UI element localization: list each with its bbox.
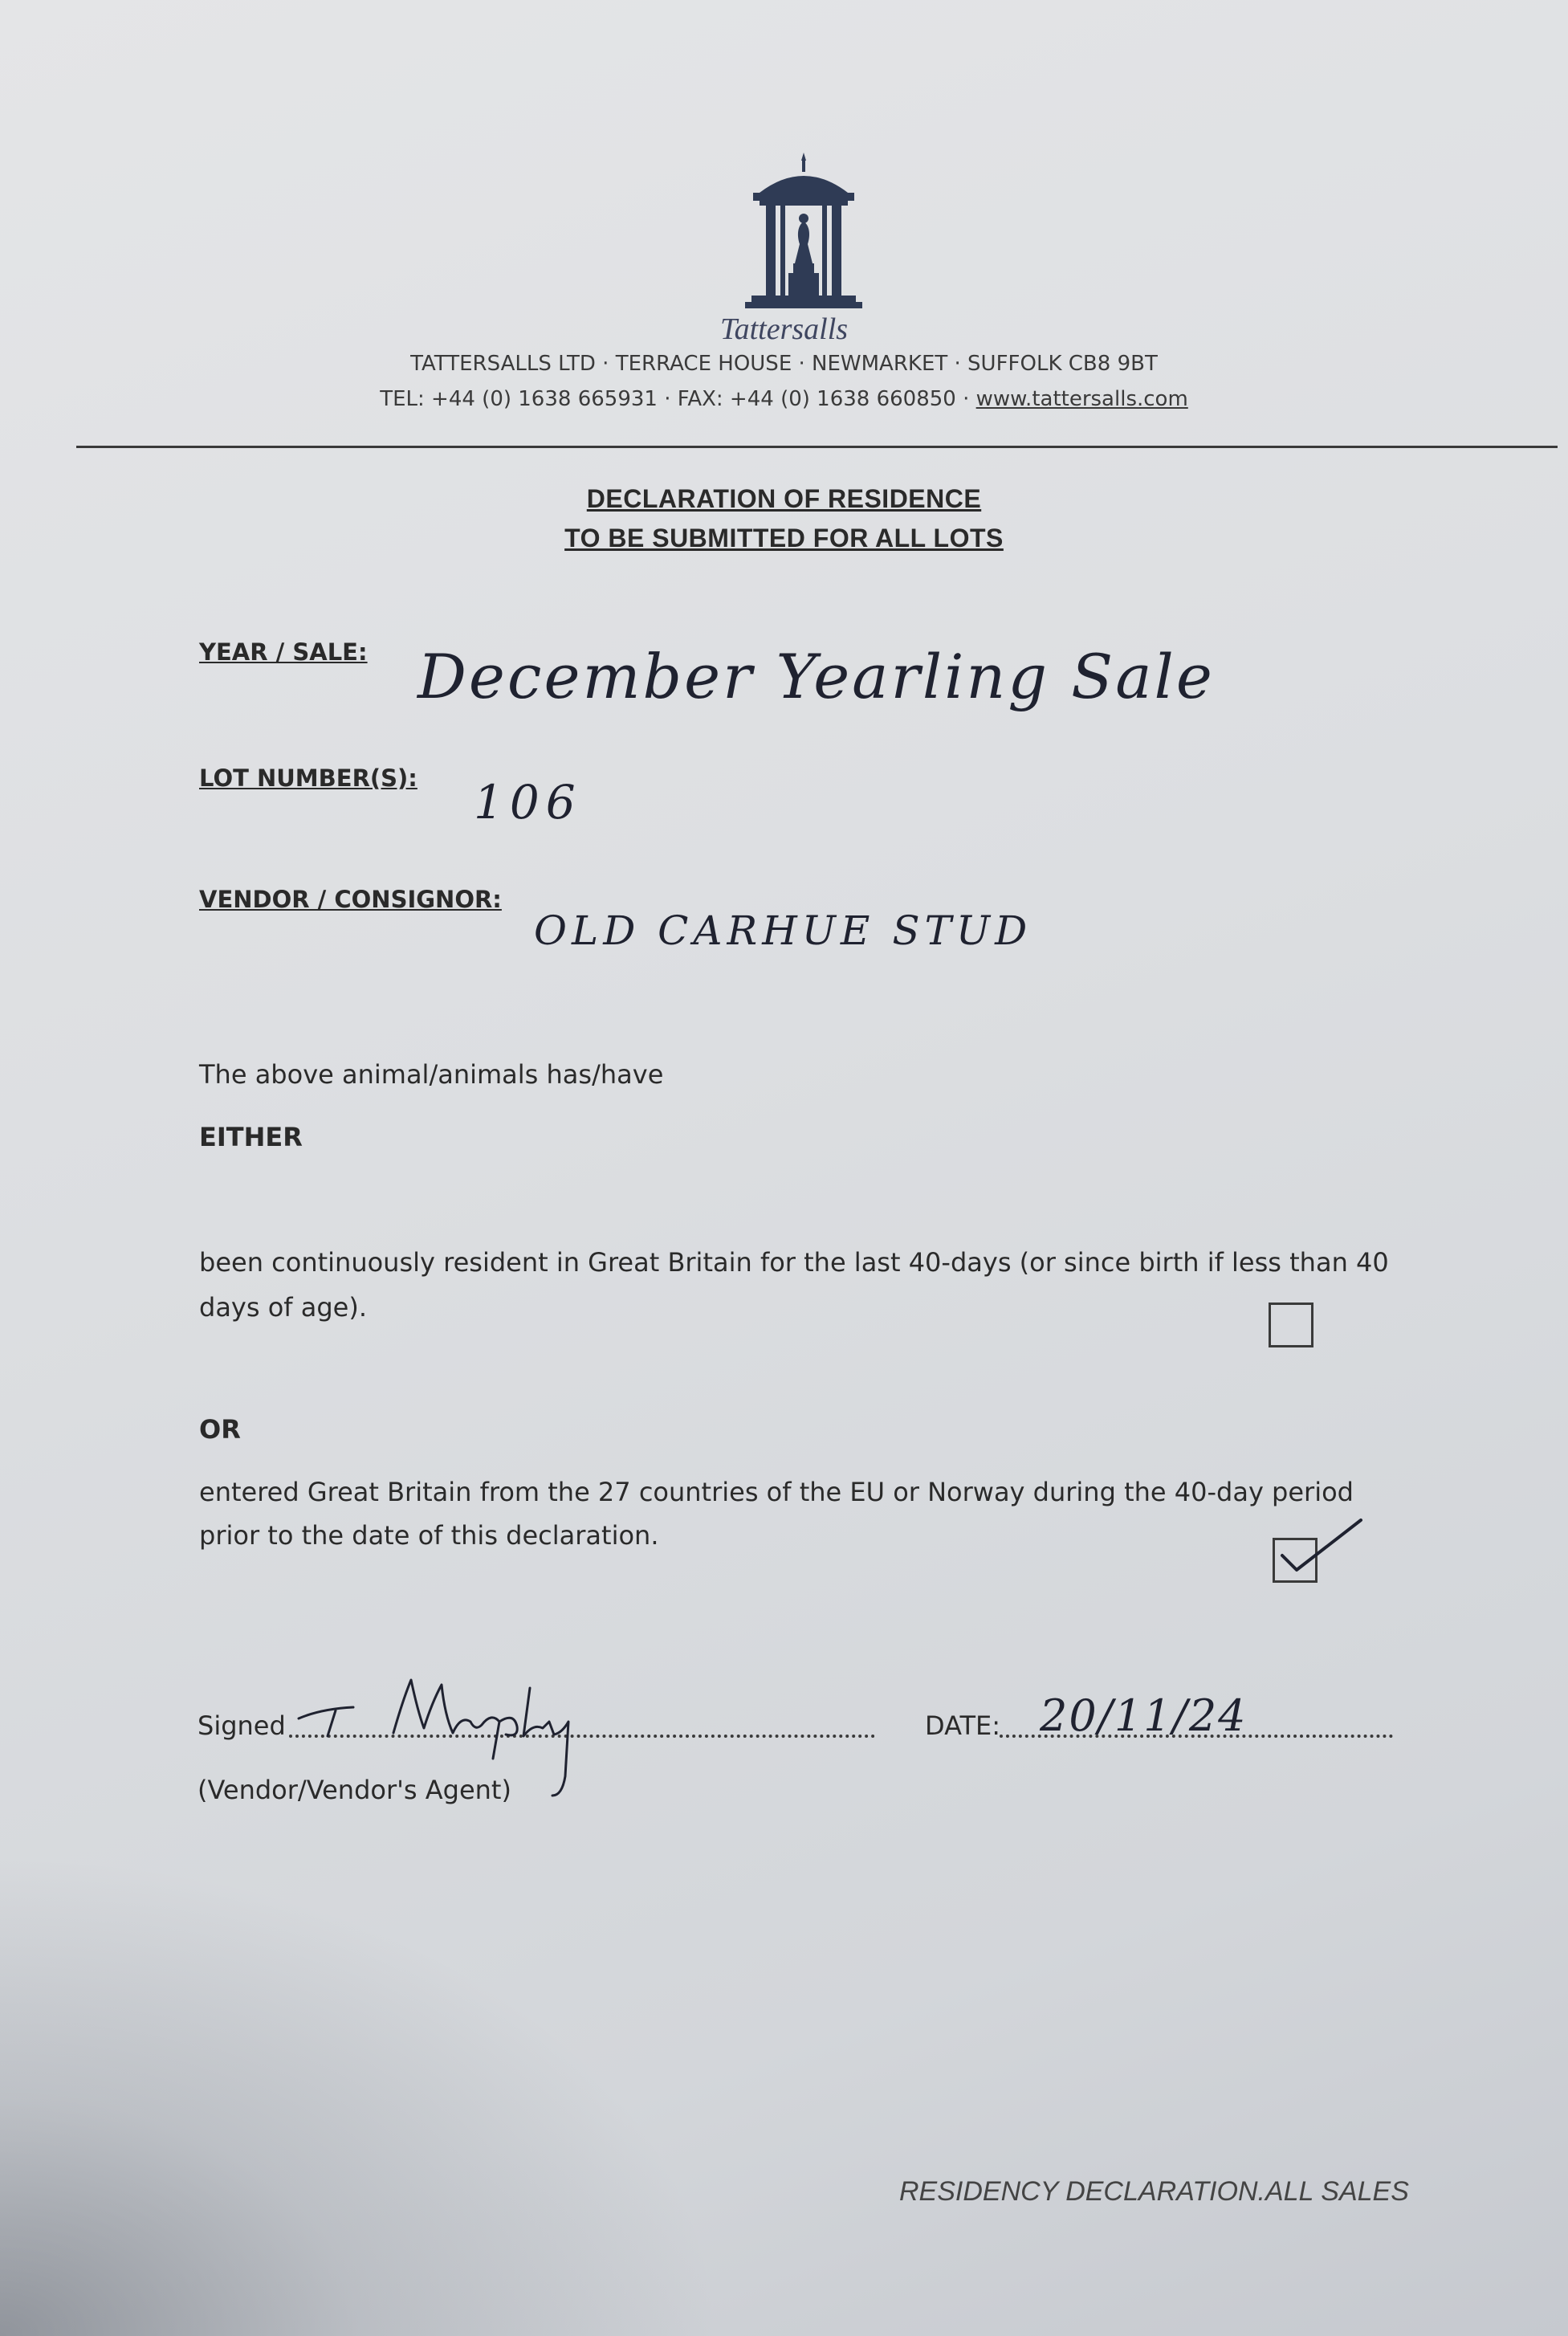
vendor-value[interactable]: OLD CARHUE STUD [534, 907, 1032, 954]
or-label: OR [199, 1414, 241, 1445]
company-address: TATTERSALLS LTD · TERRACE HOUSE · NEWMARKET · SUFFOLK CB8 9BT [410, 352, 1158, 376]
lot-number-value[interactable]: 106 [474, 775, 582, 830]
either-label: EITHER [199, 1122, 303, 1152]
signed-label: Signed [198, 1710, 286, 1741]
footer-text: RESIDENCY DECLARATION.ALL SALES [899, 2176, 1409, 2207]
option1-line2: days of age). [199, 1292, 367, 1323]
lot-number-label: LOT NUMBER(S): [199, 764, 417, 792]
page-shadow [0, 1854, 723, 2336]
option1-line1: been continuously resident in Great Britain for the last 40-days (or since birth if less than 40 [199, 1247, 1389, 1278]
signer-role-note: (Vendor/Vendor's Agent) [198, 1775, 511, 1805]
header-divider [76, 446, 1558, 448]
website-link[interactable]: www.tattersalls.com [975, 387, 1188, 411]
intro-text: The above animal/animals has/have [199, 1059, 664, 1090]
year-sale-label: YEAR / SALE: [199, 638, 368, 666]
checkmark-icon [1273, 1514, 1369, 1586]
option2-line1: entered Great Britain from the 27 countries of the EU or Norway during the 40-day period [199, 1477, 1354, 1507]
brand-name: Tattersalls [719, 312, 849, 346]
year-sale-value[interactable]: December Yearling Sale [417, 641, 1215, 712]
vendor-label: VENDOR / CONSIGNOR: [199, 886, 502, 913]
option2-line2: prior to the date of this declaration. [199, 1520, 659, 1551]
option1-checkbox[interactable] [1269, 1303, 1313, 1347]
date-label: DATE: [925, 1710, 1001, 1741]
date-value[interactable]: 20/11/24 [1040, 1690, 1248, 1741]
form-title: DECLARATION OF RESIDENCE [586, 484, 982, 513]
company-contact [0, 387, 1568, 411]
contact-numbers: TEL: +44 (0) 1638 665931 · FAX: +44 (0) 1638 660850 · [380, 387, 976, 411]
form-subtitle: TO BE SUBMITTED FOR ALL LOTS [564, 524, 1004, 552]
tattersalls-rotunda-logo-icon [735, 151, 872, 312]
